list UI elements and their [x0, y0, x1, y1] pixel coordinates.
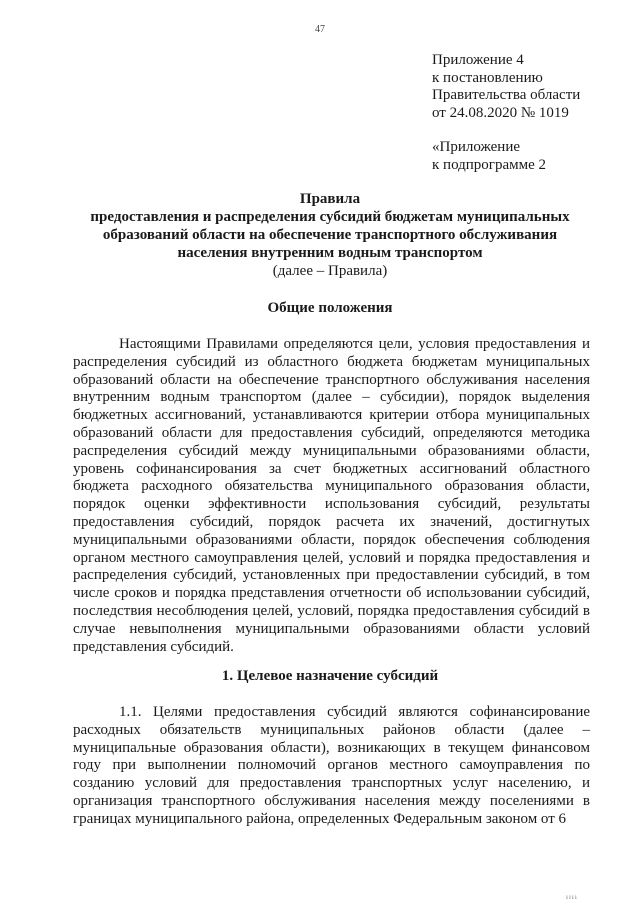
appendix-line: Приложение 4 [432, 52, 524, 68]
title-line: населения внутренним водным транспортом [177, 245, 483, 261]
section1-paragraph [73, 704, 590, 829]
general-paragraph-text: Настоящими Правилами определяются цели, условия предоставления и распределения субсидий из областного бюджета бюджетам муниципальных образований области на обеспечение транспортного обслуживания населения внутренним водным транспортом (далее – субсидии), порядок выделения бюджетных ассигнований, устанавливаются критерии отбора муниципальных образований области для предоставления субсидий, определяются методика распределения субсидий между муниципальными образованиями области, уровень софинансирования за счет бюджетных ассигнований областного бюджета расходного обязательства муниципального образования области, порядок оценки эффективности использования субсидий, результаты предоставления субсидий, порядок расчета их значений, достигнутых муниципальными образованиями области, порядок обеспечения соблюдения органом местного самоуправления целей, условий и порядка предоставления и распределения субсидий, установленных при предоставлении субсидий, в том числе сроков и порядка представления отчетности об использовании субсидий, последствия несоблюдения целей, условий, порядка предоставления субсидий в случае невыполнения муниципальными образованиями области условий представления субсидий. [73, 336, 590, 655]
title-line: образований области на обеспечение транспортного обслуживания [102, 227, 558, 243]
general-paragraph [73, 336, 590, 656]
section1-paragraph-text: 1.1. Целями предоставления субсидий являются софинансирование расходных обязательств муниципальных районов области (далее – муниципальные образования области), возникающих в текущем финансовом году при выполнении полномочий органов местного самоуправления по созданию условий для предоставления транспортных услуг населению, и организация транспортного обслуживания населения между поселениями в границах муниципального района, определенных Федеральным законом от 6 [73, 704, 590, 827]
title-heading: Правила [299, 191, 361, 207]
appendix-sub-line: к подпрограмме 2 [432, 156, 546, 173]
appendix-line: от 24.08.2020 № 1019 [432, 104, 569, 121]
appendix-line: к постановлению [432, 69, 543, 86]
document-title [60, 190, 600, 280]
appendix-sub-line: «Приложение [432, 139, 521, 155]
title-note: (далее – Правила) [272, 263, 388, 279]
page-number: 47 [315, 24, 325, 35]
title-line: предоставления и распределения субсидий бюджетам муниципальных [90, 209, 570, 225]
general-heading: Общие положения [267, 300, 393, 316]
appendix-line: Правительства области [432, 87, 581, 103]
appendix-block [432, 52, 580, 174]
footer-mark: ıııı [566, 893, 578, 901]
section1-heading: 1. Целевое назначение субсидий [221, 668, 439, 684]
